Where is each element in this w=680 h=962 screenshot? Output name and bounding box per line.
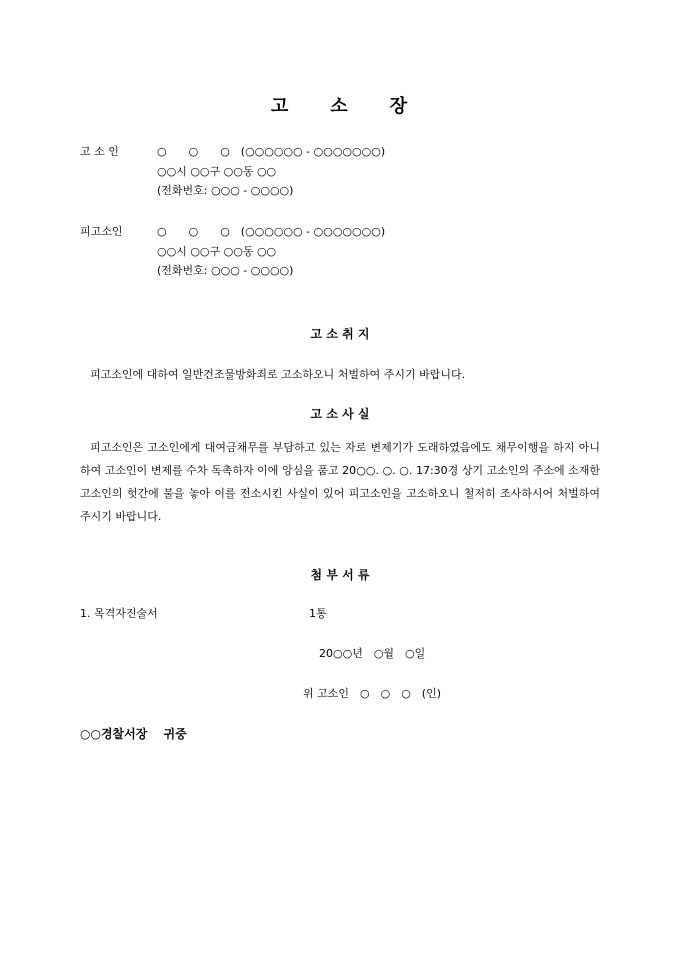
accused-name: ○ ○ ○ (○○○○○○ - ○○○○○○○) — [157, 225, 386, 238]
accused-label: 피고소인 — [80, 225, 123, 238]
complainant-label: 고 소 인 — [80, 145, 119, 158]
attachment-name: 1. 목격자진술서 — [80, 607, 158, 620]
accused-address: ○○시 ○○구 ○○동 ○○ — [157, 245, 277, 258]
accused-phone: (전화번호: ○○○ - ○○○○) — [157, 264, 294, 277]
document-date: 20○○년 ○월 ○일 — [319, 647, 426, 660]
facts-heading: 고 소 사 실 — [310, 407, 370, 421]
purpose-text: 피고소인에 대하여 일반건조물방화죄로 고소하오니 처벌하여 주시기 바랍니다. — [90, 368, 466, 381]
document-title: 고 소 장 — [270, 96, 410, 117]
complainant-address: ○○시 ○○구 ○○동 ○○ — [157, 165, 277, 178]
attachments-heading: 첨 부 서 류 — [310, 568, 370, 582]
complainant-name: ○ ○ ○ (○○○○○○ - ○○○○○○○) — [157, 145, 386, 158]
attachment-count: 1통 — [309, 607, 327, 620]
addressee: ○○경찰서장 귀중 — [80, 727, 187, 741]
signature-line: 위 고소인 ○ ○ ○ (인) — [303, 687, 442, 700]
purpose-heading: 고 소 취 지 — [310, 327, 370, 341]
facts-text: 피고소인은 고소인에게 대여금채무를 부담하고 있는 자로 변제기가 도래하였음에도 채무이행을 하지 아니하여 고소인이 변제를 수차 독촉하자 이에 앙심을 품고 20○○. ○. ○. 17:30경 상기 고소인의 주소에 소재한 고소인의 헛간에 불을 놓아 이를 전소시킨 사실이 있어 피고소인을 고소하오니 철저히 조사하시어 처벌하여 주시기 바랍니다. — [80, 441, 600, 523]
complainant-phone: (전화번호: ○○○ - ○○○○) — [157, 184, 294, 197]
